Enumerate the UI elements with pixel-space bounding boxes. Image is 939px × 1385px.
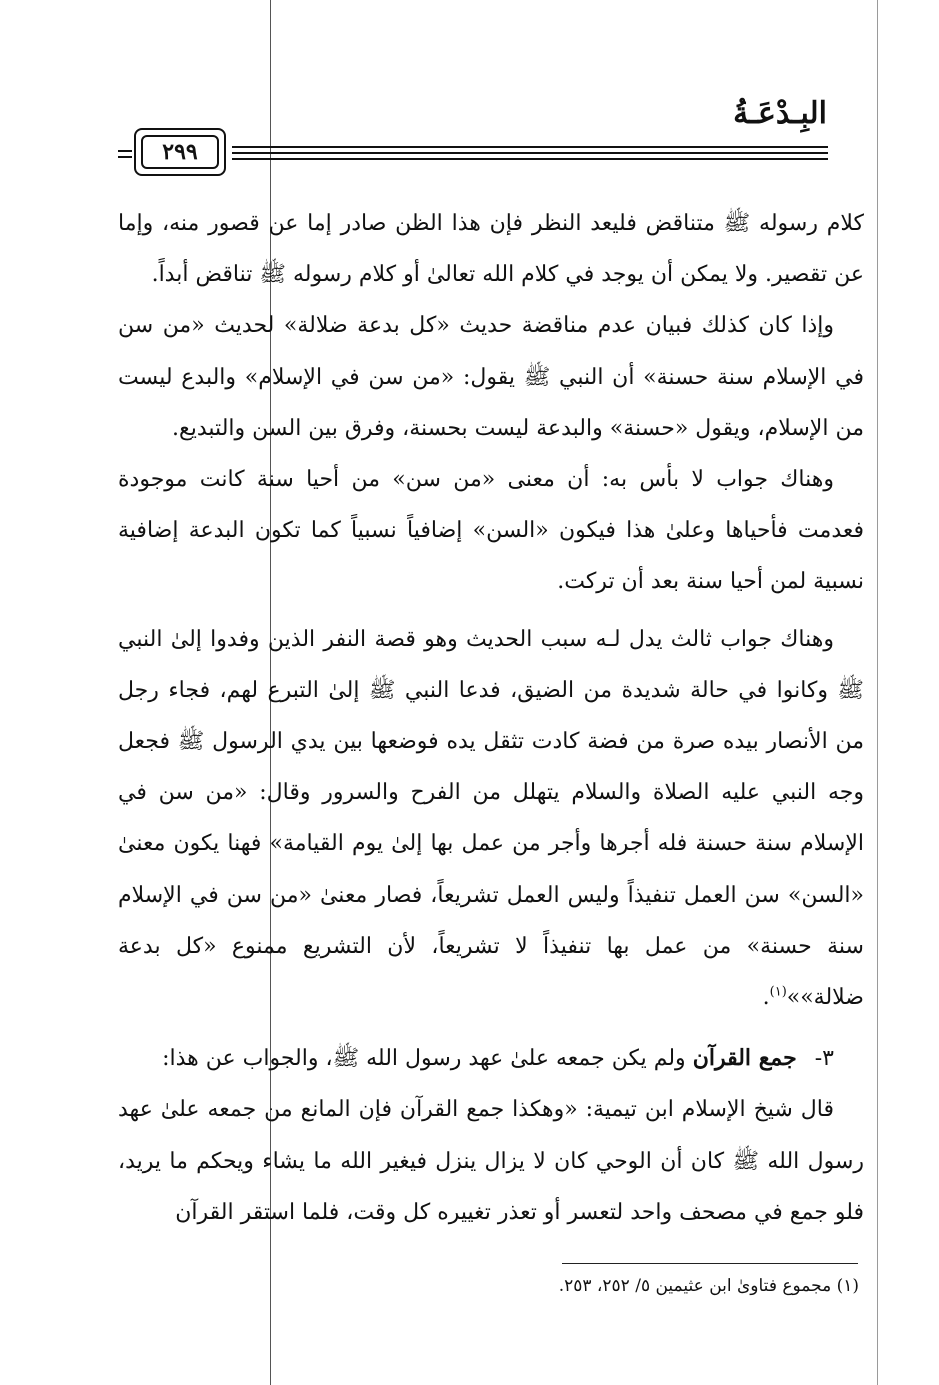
header-rule-tick [118, 156, 132, 158]
paragraph-end: . [762, 985, 770, 1011]
footnote-separator [562, 1263, 858, 1264]
header-rule [232, 158, 828, 160]
paragraph: قال شيخ الإسلام ابن تيمية: «وهكذا جمع القرآن فإن المانع من جمعه علىٰ عهد رسول الله ﷺ كان أن الوحي كان لا يزال ينزل فيغير الله ما يشاء ويحكم ما يريد، فلو جمع في مصحف واحد لتعسر أو تعذر تغييره كل وقت، فلما استقر القرآن [118, 1097, 864, 1225]
paragraph: كلام رسوله ﷺ متناقض فليعد النظر فإن هذا الظن صادر إما عن قصور منه، وإما عن تقصير. ولا يمكن أن يوجد في كلام الله تعالىٰ أو كلام رسوله ﷺ تناقض أبداً. [118, 211, 864, 288]
scan-artifact-line [877, 0, 878, 1385]
paragraph-text: وهناك جواب ثالث يدل لـه سبب الحديث وهو قصة النفر الذين وفدوا إلىٰ النبي ﷺ وكانوا في حالة شديدة من الضيق، فدعا النبي ﷺ إلىٰ التبرع لهم، فجاء رجل من الأنصار بيده صرة من فضة كادت تثقل يده فوضعها بين يدي الرسول ﷺ فجعل وجه النبي عليه الصلاة والسلام يتهلل من الفرح والسرور وقال: «من سن في الإسلام سنة حسنة فله أجرها وأجر من عمل بها إلىٰ يوم القيامة» فهنا يكون معنىٰ «السن» سن العمل تنفيذاً وليس العمل تشريعاً، فصار معنىٰ «من سن في الإسلام سنة حسنة» من عمل بها تنفيذاً لا تشريعاً، لأن التشريع ممنوع «كل بدعة ضلالة»» [118, 626, 864, 1011]
paragraph [118, 614, 864, 1024]
header-rule [232, 146, 828, 148]
paragraph: وإذا كان كذلك فبيان عدم مناقضة حديث «كل بدعة ضلالة» لحديث «من سن في الإسلام سنة حسنة» أن النبي ﷺ يقول: «من سن في الإسلام» والبدع ليست من الإسلام، ويقول «حسنة» والبدعة ليست بحسنة، وفرق بين السن والتبديع. [118, 313, 864, 441]
header-rule-tick [118, 150, 132, 152]
paragraph: وهناك جواب لا بأس به: أن معنى «من سن» من أحيا سنة كانت موجودة فعدمت فأحياها وعلىٰ هذا فيكون «السن» إضافياً نسبياً كما تكون البدعة إضافية نسبية لمن أحيا سنة بعد أن تركت. [118, 467, 864, 595]
page-number: ٢٩٩ [162, 139, 198, 165]
section-number: ٣- [814, 1046, 834, 1072]
header-rule [232, 152, 828, 154]
running-title: البِـدْعَـةُ [733, 96, 827, 131]
body-text [118, 198, 864, 1238]
section-heading [118, 1033, 864, 1084]
section-title: جمع القرآن [692, 1045, 797, 1072]
footnote-marker: (١) [769, 984, 787, 1000]
footnote: (١) مجموع فتاوىٰ ابن عثيمين ٥/ ٢٥٢، ٢٥٣. [558, 1276, 859, 1296]
section-text: ولم يكن جمعه علىٰ عهد رسول الله ﷺ، والجواب عن هذا: [162, 1046, 686, 1072]
page-number-frame [134, 128, 226, 176]
